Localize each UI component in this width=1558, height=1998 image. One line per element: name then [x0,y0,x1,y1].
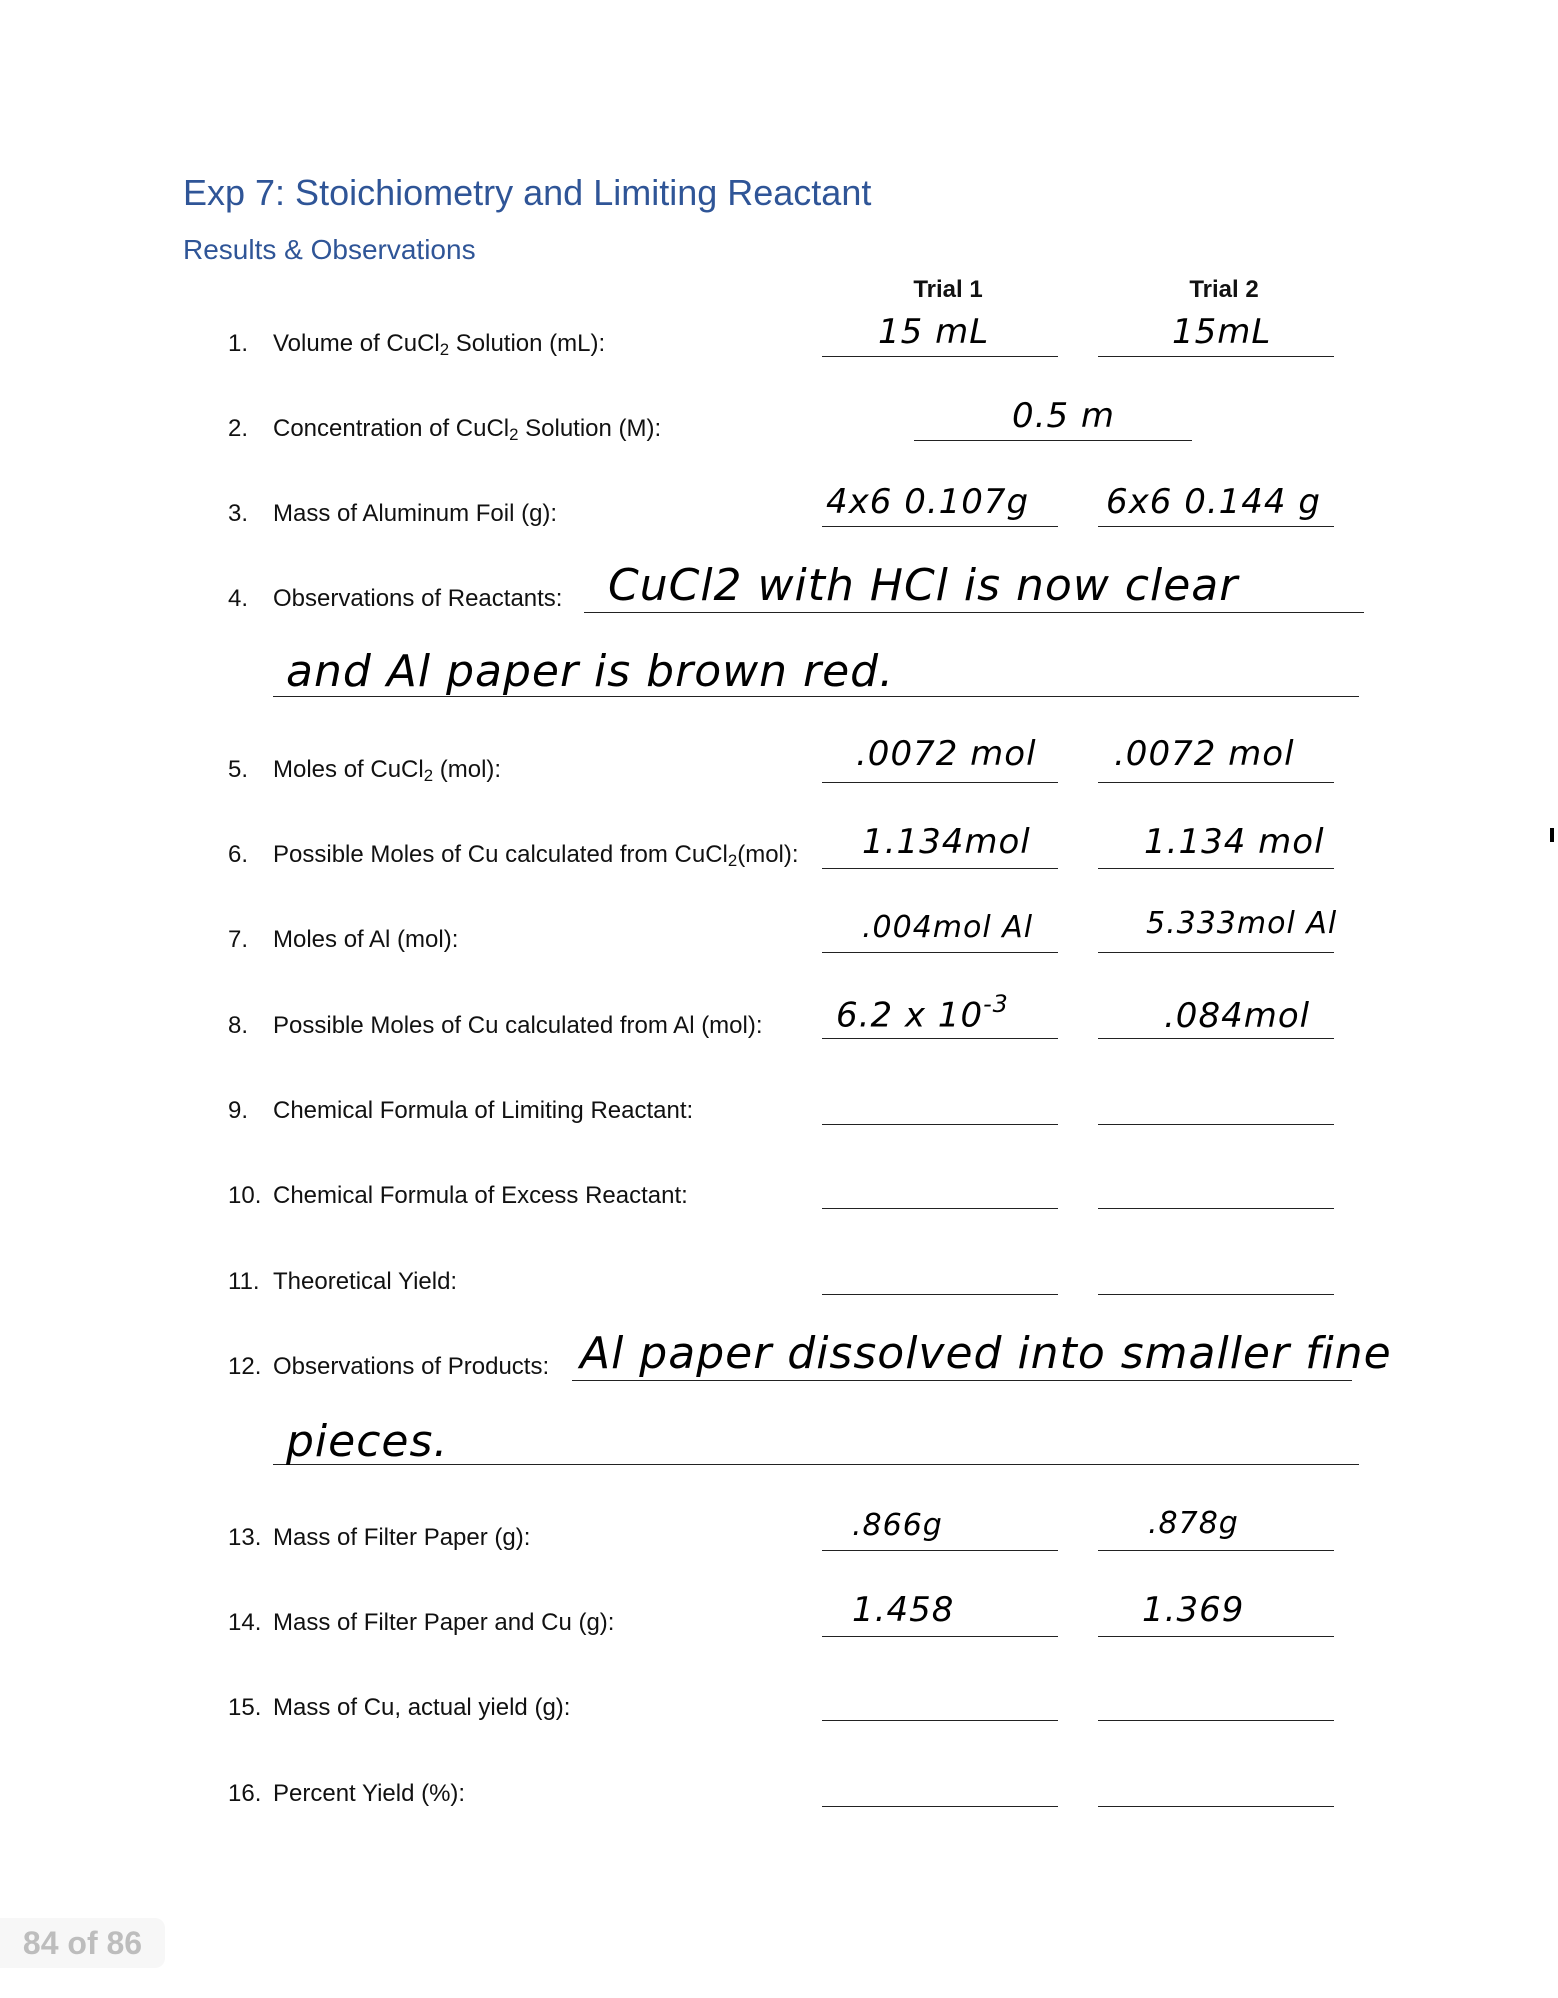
item-number: 9. [228,1097,249,1124]
page-subtitle: Results & Observations [183,234,476,265]
answer-line [1098,1636,1334,1637]
handwritten-answer: 6.2 x $10^{-3}$ [836,990,1009,1036]
item-number: 16. [228,1780,262,1807]
answer-line [822,782,1058,783]
item-number: 8. [228,1012,249,1039]
answer-line [822,1294,1058,1295]
answer-line [1098,952,1334,953]
item-label: Chemical Formula of Limiting Reactant: [273,1097,694,1124]
handwritten-answer: .0072 mol [1114,734,1295,774]
item-label: Percent Yield (%): [273,1780,466,1807]
answer-line [822,1720,1058,1721]
item-label: Possible Moles of Cu calculated from Al (mol): [273,1012,763,1039]
item-number: 4. [228,585,249,612]
handwritten-answer: 1.134 mol [1144,822,1325,862]
scroll-edge-marker [1550,828,1554,842]
handwritten-answer: 1.458 [852,1590,955,1630]
handwritten-answer: CuCl2 with HCl is now clear [608,560,1239,611]
item-label: Possible Moles of Cu calculated from CuCl$_2$(mol): [273,841,799,871]
handwritten-answer: 15mL [1172,312,1272,352]
answer-line [822,356,1058,357]
answer-line [822,1124,1058,1125]
answer-line [822,1208,1058,1209]
trial-1-header: Trial 1 [913,276,983,303]
item-label: Mass of Filter Paper (g): [273,1524,531,1551]
item-number: 7. [228,926,249,953]
item-label: Mass of Filter Paper and Cu (g): [273,1609,615,1636]
item-label: Chemical Formula of Excess Reactant: [273,1182,688,1209]
answer-line [1098,1124,1334,1125]
handwritten-answer: 15 mL [878,312,990,352]
item-number: 10. [228,1182,262,1209]
item-number: 11. [228,1268,260,1295]
handwritten-answer: Al paper dissolved into smaller fine [580,1328,1392,1379]
answer-line [822,952,1058,953]
answer-line [1098,782,1334,783]
answer-line [572,1380,1352,1381]
item-number: 14. [228,1609,262,1636]
answer-line [1098,1294,1334,1295]
handwritten-answer: .084mol [1164,996,1311,1036]
item-label: Observations of Reactants: [273,585,563,612]
item-number: 12. [228,1353,262,1380]
answer-line [1098,1806,1334,1807]
answer-line [1098,526,1334,527]
answer-line [1098,1720,1334,1721]
answer-line [1098,1208,1334,1209]
item-label: Theoretical Yield: [273,1268,458,1295]
handwritten-answer: 0.5 m [1012,396,1115,436]
item-label: Mass of Cu, actual yield (g): [273,1694,571,1721]
handwritten-answer: and Al paper is brown red. [286,646,895,697]
item-label: Mass of Aluminum Foil (g): [273,500,558,527]
handwritten-answer: 5.333mol Al [1146,906,1338,941]
item-number: 5. [228,756,249,783]
answer-line [1098,868,1334,869]
handwritten-answer: pieces. [286,1416,449,1467]
answer-line [584,612,1364,613]
answer-line [822,868,1058,869]
answer-line [1098,1038,1334,1039]
answer-line [822,1806,1058,1807]
item-number: 15. [228,1694,262,1721]
answer-line [822,1636,1058,1637]
item-number: 13. [228,1524,262,1551]
page-indicator: 84 of 86 [0,1918,165,1968]
answer-line [822,526,1058,527]
answer-line [1098,1550,1334,1551]
handwritten-answer: 6x6 0.144 g [1106,482,1321,522]
item-number: 2. [228,415,249,442]
handwritten-answer: .878g [1148,1506,1239,1541]
handwritten-answer: 1.134mol [862,822,1031,862]
item-number: 3. [228,500,249,527]
answer-line [822,1038,1058,1039]
handwritten-answer: .0072 mol [856,734,1037,774]
item-label: Moles of Al (mol): [273,926,459,953]
handwritten-answer: .866g [852,1508,943,1543]
answer-line [914,440,1192,441]
page-title: Exp 7: Stoichiometry and Limiting Reactant [183,172,872,213]
handwritten-answer: .004mol Al [862,910,1034,945]
item-label: Volume of CuCl$_2$ Solution (mL): [273,330,606,360]
handwritten-answer: 4x6 0.107g [826,482,1030,522]
answer-line [1098,356,1334,357]
trial-2-header: Trial 2 [1189,276,1259,303]
item-label: Concentration of CuCl$_2$ Solution (M): [273,415,662,445]
item-number: 6. [228,841,249,868]
item-number: 1. [228,330,249,357]
item-label: Moles of CuCl$_2$ (mol): [273,756,502,786]
answer-line [822,1550,1058,1551]
item-label: Observations of Products: [273,1353,550,1380]
handwritten-answer: 1.369 [1142,1590,1245,1630]
